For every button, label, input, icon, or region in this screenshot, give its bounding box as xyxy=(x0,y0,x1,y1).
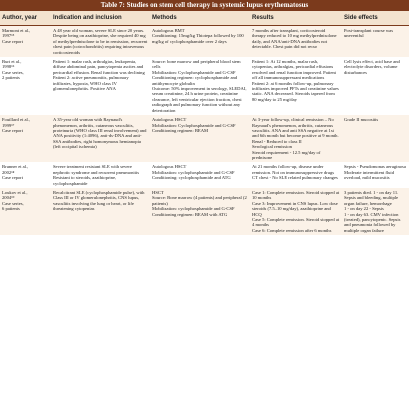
cell-indication: A 48 year old woman, severe SLE since 20 years. Despite being on azathioprine, she required 40 mg of methylprednisolone to be in remission, recurrent chest pain (cotrochondritis) requiring intravenous corticosteroids xyxy=(51,26,150,58)
cell-indication: Severe treatment resistant SLE with severe nephrotic syndrome and recurrent pneumonitis Resistant to steroids, azathioprine, cyclophosphamide xyxy=(51,162,150,188)
cell-author: Brunner et al., 2002⁶⁸ Case report xyxy=(0,162,51,188)
header-indication: Indication and inclusion xyxy=(51,11,150,26)
cell-side-effects: Cell lysis effect, acid base and electrolyte disorders, volume disturbances xyxy=(342,57,409,115)
cell-side-effects: Grade II mucositis xyxy=(342,115,409,162)
cell-methods: Autologous HSCT Mobilization: Cyclophosphamide and G-CSF Conditioning regimen: BEAM xyxy=(150,115,250,162)
cell-author: Burt et al., 1998⁶⁶ Case series, 2 patients xyxy=(0,57,51,115)
cell-results: At 21 months follow-up, disease under remission. Not on immunosuppressive drugs CT chest - No SLE related pulmonary changes xyxy=(250,162,342,188)
cell-methods: Source: bone marrow and peripheral blood stem cells Mobilization: Cyclophosphamide and G-CSF Conditioning regimen: cyclophosphamide and antithymocyte globulin Outcome: 50% improvement in serology, SLEDAI, serum creatinine, 24 h urine protein, creatinine clearance, left ventricular ejection fraction, chest radiograph and pulmonary function without any deterioration xyxy=(150,57,250,115)
cell-methods: Autologous HSCT Mobilization: cyclophosphamide and G-CSF Conditioning: cyclophosphamide and ATG xyxy=(150,162,250,188)
table-title: Table 7: Studies on stem cell therapy in systemic lupus erythematosus xyxy=(0,0,409,11)
cell-results: Case 1: Complete remission. Steroid stopped at 10 months Case 3: Improvement in CNS lupus. Low dose steroids (7.5–10 mg/day), azathioprine and HCQ Case 5: Complete remission. Steroid stopped at 4 months Case 6: Complete remission after 6 months xyxy=(250,188,342,235)
cell-side-effects: Post-transplant course was uneventful xyxy=(342,26,409,58)
cell-side-effects: 3 patients died. 1 - on day 11. Sepsis and bleeding, multiple organ failure, hemorrhage 1 - on day 22 - Sepsis 1 - on day 63. CMV infection (treated), pancytopenic. Sepsis and pneumonia followed by multiple organ failure xyxy=(342,188,409,235)
header-methods: Methods xyxy=(150,11,250,26)
header-side-effects: Side effects xyxy=(342,11,409,26)
cell-side-effects: Sepsis - Pseudomonas aeruginosa Moderate intermittent fluid overload, mild mucositis xyxy=(342,162,409,188)
table-header-row xyxy=(0,11,409,26)
table-row xyxy=(0,162,409,188)
cell-results: 7 months after transplant, corticosteroid therapy reduced to 10 mg methylprednisolone daily, and ANA/anti-DNA antibodies not detectable. Chest pain did not recur xyxy=(250,26,342,58)
cell-methods: Autologous BMT Conditioning: 15mg/kg Thiotepa followed by 100 mg/kg of cyclophosphamide over 2 days xyxy=(150,26,250,58)
cell-indication: A 35-year old woman with Raynaud's phenomenon, arthritis, cutaneous vasculitis, proteinuria (WHO class III renal involvement) and ANA positivity (1:4096), anti-ds-DNA and anti-SSA antibodies, right homonymous hemianopia (left occipital ischemia) xyxy=(51,115,150,162)
header-results: Results xyxy=(250,11,342,26)
cell-indication: Recalcitrant SLE (cyclophosphamide pulse), with Class III or IV glomerulonephritis, CNS lupus, vasculitis involving the lung or heart, or life threatening cytopenias xyxy=(51,188,150,235)
cell-methods: HSCT Source: Bone marrow (4 patients) and peripheral (2 patients) Mobilization: cyclophosphamide and G-CSF Conditioning regimen: BEAM with ATG xyxy=(150,188,250,235)
cell-results: At 3-year follow-up, clinical remission – No Raynaud's phenomenon, arthritis, cutaneous vasculitis. ANA and anti SSA negative at 1st and 6th month but become positive at 9 month. Renal - Reduced to class II Serological remission Steroid requirement - 12.5 mg/day of prednisone xyxy=(250,115,342,162)
table-row xyxy=(0,115,409,162)
cell-author: Marmont et al., 1997⁶⁵ Case report xyxy=(0,26,51,58)
stem-cell-studies-table xyxy=(0,11,409,235)
table-row xyxy=(0,188,409,235)
table-row xyxy=(0,26,409,58)
table-row xyxy=(0,57,409,115)
cell-indication: Patient 1: malar rash, arthralgias, leukopenia, diffuse abdominal pain, pancytopenia ascites and pericardial effusion. Renal function was declining Patient 2: active pneumonitis, pulmonary infiltrates, hypoxia, WHO class IV glomerulonephritis. Positive ANA xyxy=(51,57,150,115)
cell-author: Loukov et al., 2004⁶⁹ Case series, 6 patients xyxy=(0,188,51,235)
header-author-year: Author, year xyxy=(0,11,51,26)
cell-author: Fouillard et al., 1999⁶⁷ Case report xyxy=(0,115,51,162)
cell-results: Patient 1: At 12 months, malar rash, cytopenias, arthralgias, pericardial effusions resolved and renal function improved. Patient off all immunosuppressant medications Patient 2: at 6 months follow-up, pulmonary infiltrates improved PFTs and creatinine values static. ANA decreased. Steroids tapered from 80 mg/day to 25 mg/day xyxy=(250,57,342,115)
